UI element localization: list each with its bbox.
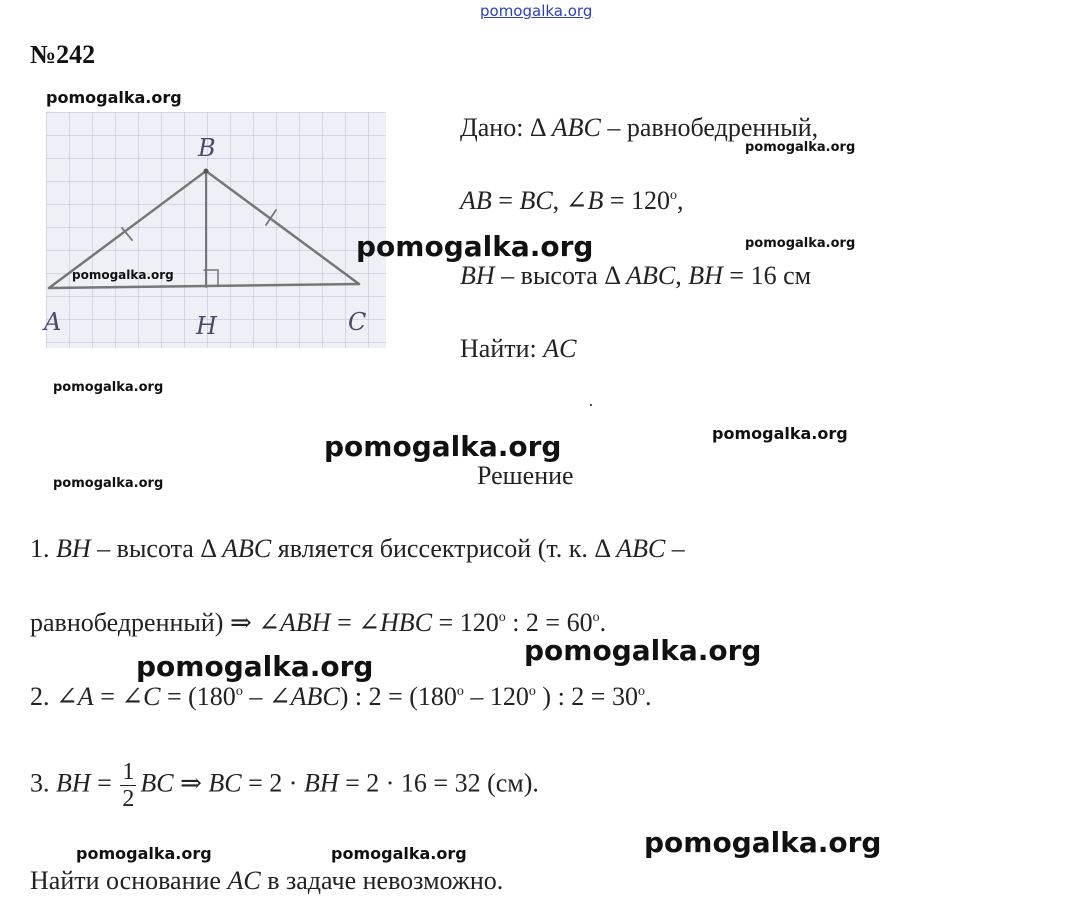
vertex-b-dot	[204, 169, 209, 174]
step-1-line-a: 1. BH – высота Δ ABC является биссектрисой (т. к. Δ ABC –	[30, 534, 685, 563]
solution-title: Решение	[477, 461, 574, 490]
find-line: Найти: AC	[460, 334, 577, 363]
watermark: pomogalka.org	[76, 844, 212, 863]
label-h: H	[196, 312, 217, 340]
given-line-3: BH – высота Δ ABC, BH = 16 см	[460, 261, 812, 290]
watermark: pomogalka.org	[136, 650, 374, 683]
step-2: 2. ∠A = ∠C = ($180^о$ – ∠ABC) : $2 = (180^о - 120^о$ ) : $2 = 30^о$.	[30, 682, 652, 711]
fraction-one-half: $\frac{1}{2}$	[122, 759, 135, 812]
triangle-drawing	[46, 112, 386, 348]
problem-number: №242	[30, 40, 96, 69]
step-1-line-b: равнобедренный) ⇒ ∠ABH = ∠HBC = $120^о$ : $2 = 60^о$.	[30, 608, 607, 637]
top-watermark-link[interactable]: pomogalka.org	[480, 2, 593, 20]
watermark: pomogalka.org	[712, 424, 848, 443]
watermark: pomogalka.org	[524, 634, 762, 667]
watermark: pomogalka.org	[53, 380, 164, 395]
conclusion: Найти основание AC в задаче невозможно.	[30, 866, 504, 895]
watermark: pomogalka.org	[72, 268, 174, 282]
watermark: pomogalka.org	[745, 236, 856, 251]
label-a: A	[44, 308, 62, 336]
watermark: pomogalka.org	[745, 140, 856, 155]
watermark: pomogalka.org	[356, 230, 594, 263]
label-b: B	[198, 134, 216, 162]
stray-dot	[590, 404, 592, 406]
watermark: pomogalka.org	[324, 430, 562, 463]
given-line-2: AB = BC, ∠B = $120^о$,	[460, 186, 684, 215]
watermark: pomogalka.org	[46, 88, 182, 107]
label-c: C	[348, 308, 367, 336]
watermark: pomogalka.org	[53, 476, 164, 491]
given-line-1: Дано: Δ ABC – равнобедренный,	[460, 113, 819, 142]
watermark: pomogalka.org	[331, 844, 467, 863]
step-3: 3. BH = $\frac{1}{2}$ BC ⇒ BC = 2 · BH = 2 · 16 = 32 (см).	[30, 759, 539, 812]
triangle-figure	[46, 112, 386, 348]
watermark: pomogalka.org	[644, 826, 882, 859]
